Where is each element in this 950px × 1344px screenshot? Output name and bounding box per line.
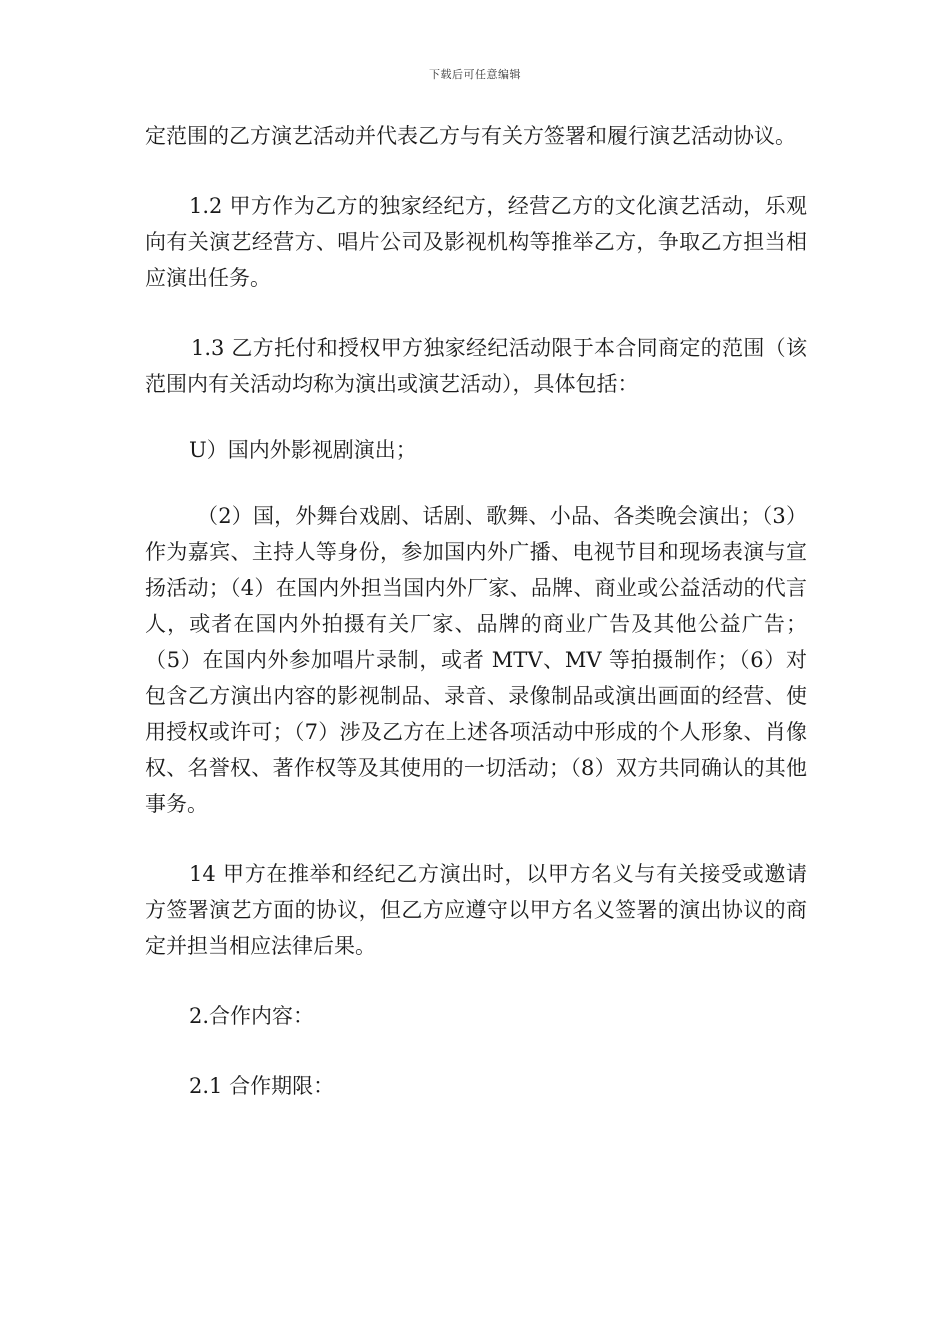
section-heading-cooperation-term: 2.1 合作期限： (189, 1074, 335, 1098)
paragraph-1-4: 14 甲方在推举和经纪乙方演出时，以甲方名义与有关接受或邀请方签署演艺方面的协议，但乙方应遵守以甲方名义签署的演出协议的商定并担当相应法律后果。 (145, 862, 807, 958)
paragraph-item-1: U）国内外影视剧演出； (189, 438, 417, 462)
document-body (145, 118, 807, 1104)
paragraph-1-3: 1.3 乙方托付和授权甲方独家经纪活动限于本合同商定的范围（该范围内有关活动均称为演出或演艺活动），具体包括： (145, 336, 807, 396)
paragraph-scope-continuation: 定范围的乙方演艺活动并代表乙方与有关方签署和履行演艺活动协议。 (145, 124, 796, 148)
paragraph-1-2: 1.2 甲方作为乙方的独家经纪方，经营乙方的文化演艺活动，乐观向有关演艺经营方、唱片公司及影视机构等推举乙方，争取乙方担当相应演出任务。 (145, 194, 807, 290)
section-heading-cooperation-content: 2.合作内容： (189, 1004, 315, 1028)
page-header: 下载后可任意编辑 (429, 68, 521, 81)
paragraph-items-2-8: （2）国，外舞台戏剧、话剧、歌舞、小品、各类晚会演出；（3）作为嘉宾、主持人等身份，参加国内外广播、电视节目和现场表演与宣扬活动；（4）在国内外担当国内外厂家、品牌、商业或公益活动的代言人，或者在国内外拍摄有关厂家、品牌的商业广告及其他公益广告；（5）在国内外参加唱片录制，或者 MTV、MV 等拍摄制作；（6）对包含乙方演出内容的影视制品、录音、录像制品或演出画面的经营、使用授权或许可；（7）涉及乙方在上述各项活动中形成的个人形象、肖像权、名誉权、著作权等及其使用的一切活动；（8）双方共同确认的其他事务。 (145, 504, 807, 816)
